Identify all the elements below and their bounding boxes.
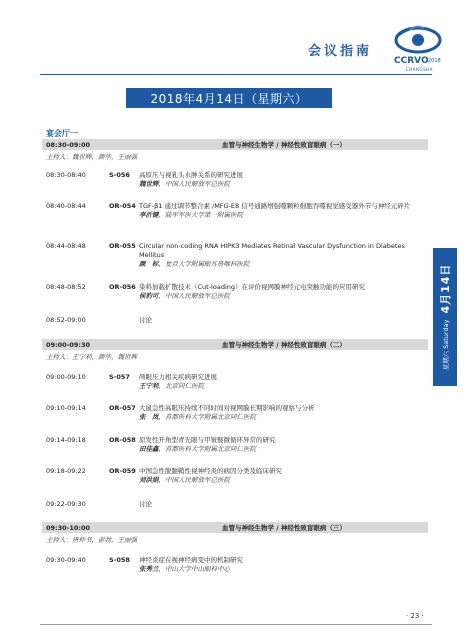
page-header-title: 会议指南 bbox=[308, 44, 373, 59]
side-date: 4月14日 bbox=[439, 263, 452, 314]
program-item bbox=[46, 500, 428, 509]
item-title: 原发性开角型青光眼与甲皱襞微循环异常的研究 bbox=[139, 436, 276, 444]
item-title: 中国急性脱髓鞘性视神经炎的病因分类及临床研究 bbox=[139, 467, 282, 475]
session-time: 09:30-10:00 bbox=[46, 523, 91, 532]
item-time: 08:52-09:00 bbox=[46, 316, 86, 324]
program-item bbox=[46, 556, 428, 574]
session-time: 09:00-09:30 bbox=[46, 340, 91, 349]
program-item bbox=[46, 171, 428, 189]
item-author: 张 岚 bbox=[139, 413, 159, 421]
page-number: · 23 · bbox=[406, 612, 424, 620]
session-chairs: 主持人：唐仲书，彭勃，王丽强 bbox=[46, 536, 137, 544]
section-title: 宴会厅一 bbox=[46, 129, 78, 138]
program-item bbox=[46, 404, 428, 422]
header-divider bbox=[40, 74, 432, 75]
item-title: 染料加载扩散技术（Cut-loading）在评价视网膜神经元电突触功能的应用研究 bbox=[139, 283, 365, 291]
item-code: OR-054 bbox=[109, 202, 136, 210]
item-author: 颜 标 bbox=[139, 260, 159, 268]
side-date-tab bbox=[433, 248, 457, 386]
item-code: S-057 bbox=[109, 373, 130, 381]
session-title: 血管与神经生物学 / 神经性致盲眼病（二） bbox=[222, 341, 346, 349]
item-affiliation: ，复旦大学附属眼耳鼻喉科医院 bbox=[158, 260, 250, 268]
item-title: 讨论 bbox=[139, 500, 152, 508]
item-title: TGF-β1 通过调节整合素 /MFG-E8 信号通路增强噬颗粒细胞吞噬视觉感受器外节与神经元碎片 bbox=[139, 202, 411, 210]
item-author: 李沂键 bbox=[139, 211, 159, 219]
program-item bbox=[46, 242, 428, 269]
item-title: 大鼠急性高眼压持续不同时间对视网膜长期影响的观察与分析 bbox=[139, 404, 315, 412]
item-title: 颅眼压力相关疾病研究进展 bbox=[139, 373, 217, 381]
item-affiliation: ，北京同仁医院 bbox=[158, 382, 204, 390]
logo-city: CHANGSHA bbox=[406, 67, 433, 72]
item-title: 高原压与视乳头水肿关系的研究进展 bbox=[139, 171, 243, 179]
session-bar bbox=[42, 139, 428, 150]
session-2 bbox=[42, 339, 428, 361]
session-1 bbox=[42, 139, 428, 161]
program-item bbox=[46, 436, 428, 454]
item-title: 神经炎症在视神经病变中的机制研究 bbox=[139, 556, 243, 564]
session-title: 血管与神经生物学 / 神经性致盲眼病（一） bbox=[222, 141, 346, 149]
item-author: 魏世辉 bbox=[139, 180, 159, 188]
item-time: 08:40-08:44 bbox=[46, 202, 86, 210]
item-code: OR-058 bbox=[109, 436, 136, 444]
session-chairs: 主持人：王宁利，颜华，魏世辉 bbox=[46, 353, 137, 361]
item-code bbox=[109, 316, 139, 325]
program-item bbox=[46, 283, 428, 301]
program-item bbox=[46, 316, 428, 325]
item-time: 08:44-08:48 bbox=[46, 242, 86, 250]
item-affiliation: ，中国人民解放军总医院 bbox=[158, 180, 230, 188]
item-time: 09:18-09:22 bbox=[46, 467, 86, 475]
program-item bbox=[46, 202, 428, 220]
logo-year: 2018 bbox=[428, 58, 441, 64]
item-time: 09:10-09:14 bbox=[46, 404, 86, 412]
item-code: OR-056 bbox=[109, 283, 136, 291]
item-author: 刘洪娟 bbox=[139, 476, 159, 484]
item-code: OR-057 bbox=[109, 404, 136, 412]
session-3 bbox=[42, 522, 428, 544]
program-item bbox=[46, 467, 428, 485]
item-time: 09:30-09:40 bbox=[46, 556, 86, 564]
item-affiliation: ，首都医科大学附属北京同仁医院 bbox=[158, 445, 256, 453]
item-time: 09:22-09:30 bbox=[46, 500, 86, 508]
item-affiliation: ，中国人民解放军总医院 bbox=[158, 292, 230, 300]
item-title: Circular non-coding RNA HIPK3 Mediates Retinal Vascular Dysfunction in Diabetes Mellitus bbox=[139, 242, 405, 259]
item-time: 09:00-09:10 bbox=[46, 373, 86, 381]
session-time: 08:30-09:00 bbox=[46, 140, 91, 149]
session-bar bbox=[42, 522, 428, 533]
side-weekday: 星期六 Saturday bbox=[441, 319, 450, 371]
item-code: OR-055 bbox=[109, 242, 136, 250]
item-author: 侯豹可 bbox=[139, 292, 159, 300]
item-code bbox=[109, 500, 139, 509]
item-affiliation: ，中国人民解放军总医院 bbox=[158, 476, 230, 484]
item-author: 王宁利 bbox=[139, 382, 159, 390]
date-banner: 2018年4月14日（星期六） bbox=[126, 88, 332, 108]
item-code: OR-059 bbox=[109, 467, 136, 475]
item-author: 田佳鑫 bbox=[139, 445, 159, 453]
item-title: 讨论 bbox=[139, 316, 152, 324]
item-time: 09:14-09:18 bbox=[46, 436, 86, 444]
session-chairs: 主持人：魏世辉，颜华，王丽强 bbox=[46, 153, 137, 161]
item-affiliation: ，首都医科大学附属北京同仁医院 bbox=[158, 413, 256, 421]
session-title: 血管与神经生物学 / 神经性致盲眼病（三） bbox=[222, 524, 346, 532]
item-author: 张秀兰 bbox=[139, 565, 159, 573]
footer-divider bbox=[40, 624, 432, 625]
logo-name: CCRVO bbox=[394, 56, 429, 66]
session-bar bbox=[42, 339, 428, 350]
item-time: 08:30-08:40 bbox=[46, 171, 86, 179]
item-code: S-056 bbox=[109, 171, 130, 179]
item-time: 08:48-08:52 bbox=[46, 283, 86, 291]
item-affiliation: ，陆军军医大学第一附属医院 bbox=[158, 211, 243, 219]
item-code: S-058 bbox=[109, 556, 130, 564]
program-item bbox=[46, 373, 428, 391]
item-affiliation: ，中山大学中山眼科中心 bbox=[158, 565, 230, 573]
